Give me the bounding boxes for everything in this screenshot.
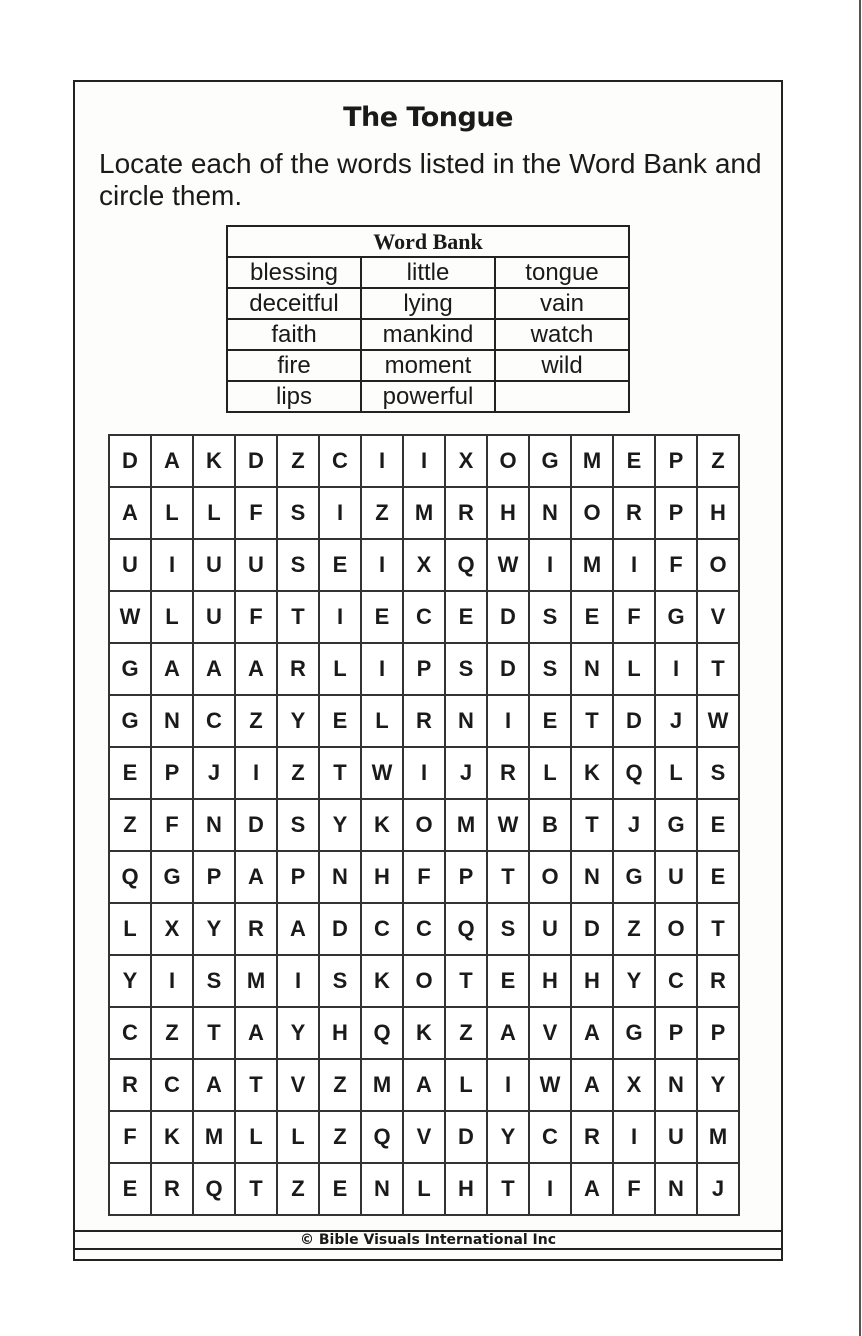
grid-cell[interactable]: U [529, 903, 571, 955]
grid-cell[interactable]: J [193, 747, 235, 799]
word-bank-word: deceitful [227, 288, 361, 319]
grid-cell[interactable]: R [109, 1059, 151, 1111]
grid-cell[interactable]: J [655, 695, 697, 747]
grid-cell[interactable]: L [655, 747, 697, 799]
grid-cell[interactable]: D [109, 435, 151, 487]
grid-cell[interactable]: A [235, 643, 277, 695]
grid-cell[interactable]: T [571, 695, 613, 747]
grid-cell[interactable]: G [613, 851, 655, 903]
grid-cell[interactable]: D [235, 799, 277, 851]
grid-cell[interactable]: P [193, 851, 235, 903]
grid-cell[interactable]: L [277, 1111, 319, 1163]
grid-cell[interactable]: K [361, 799, 403, 851]
grid-cell[interactable]: Z [697, 435, 739, 487]
grid-cell[interactable]: M [697, 1111, 739, 1163]
grid-cell[interactable]: N [361, 1163, 403, 1215]
grid-cell[interactable]: L [529, 747, 571, 799]
grid-cell[interactable]: P [655, 1007, 697, 1059]
grid-cell[interactable]: S [319, 955, 361, 1007]
grid-cell[interactable]: I [151, 955, 193, 1007]
word-bank-heading: Word Bank [227, 226, 629, 257]
grid-cell[interactable]: E [487, 955, 529, 1007]
grid-cell[interactable]: O [571, 487, 613, 539]
grid-cell[interactable]: A [193, 643, 235, 695]
grid-cell[interactable]: K [403, 1007, 445, 1059]
grid-cell[interactable]: Z [319, 1059, 361, 1111]
grid-cell[interactable]: D [571, 903, 613, 955]
grid-cell[interactable]: V [403, 1111, 445, 1163]
grid-cell[interactable]: Z [151, 1007, 193, 1059]
word-bank-word: faith [227, 319, 361, 350]
grid-cell[interactable]: F [235, 487, 277, 539]
grid-cell[interactable]: K [361, 955, 403, 1007]
word-bank-word: lips [227, 381, 361, 412]
word-bank-row [227, 288, 629, 319]
grid-cell[interactable]: T [571, 799, 613, 851]
grid-cell[interactable]: O [655, 903, 697, 955]
grid-row [109, 799, 739, 851]
grid-cell[interactable]: O [529, 851, 571, 903]
grid-cell[interactable]: R [235, 903, 277, 955]
grid-cell[interactable]: Z [445, 1007, 487, 1059]
grid-cell[interactable]: Y [277, 695, 319, 747]
grid-cell[interactable]: A [193, 1059, 235, 1111]
grid-cell[interactable]: E [445, 591, 487, 643]
grid-cell[interactable]: R [445, 487, 487, 539]
grid-cell[interactable]: Z [361, 487, 403, 539]
grid-cell[interactable]: N [571, 851, 613, 903]
grid-cell[interactable]: M [445, 799, 487, 851]
grid-cell[interactable]: P [151, 747, 193, 799]
grid-cell[interactable]: V [529, 1007, 571, 1059]
worksheet-title: The Tongue [343, 102, 513, 133]
grid-cell[interactable]: D [613, 695, 655, 747]
grid-cell[interactable]: W [487, 539, 529, 591]
grid-row [109, 591, 739, 643]
grid-cell[interactable]: O [403, 799, 445, 851]
grid-cell[interactable]: L [403, 1163, 445, 1215]
word-bank-row [227, 381, 629, 412]
grid-cell[interactable]: D [487, 591, 529, 643]
grid-cell[interactable]: X [445, 435, 487, 487]
grid-cell[interactable]: E [319, 539, 361, 591]
grid-cell[interactable]: A [151, 643, 193, 695]
grid-cell[interactable]: T [235, 1163, 277, 1215]
grid-cell[interactable]: I [361, 643, 403, 695]
grid-cell[interactable]: T [235, 1059, 277, 1111]
grid-cell[interactable]: L [361, 695, 403, 747]
grid-cell[interactable]: S [529, 591, 571, 643]
grid-cell[interactable]: I [319, 487, 361, 539]
grid-row [109, 1007, 739, 1059]
word-bank-word: blessing [227, 257, 361, 288]
word-bank-word: mankind [361, 319, 495, 350]
grid-cell[interactable]: H [445, 1163, 487, 1215]
grid-cell[interactable]: I [277, 955, 319, 1007]
grid-cell[interactable]: S [277, 799, 319, 851]
instructions: Locate each of the words listed in the Word Bank and circle them. [99, 148, 762, 211]
grid-cell[interactable]: Y [487, 1111, 529, 1163]
word-bank-word: little [361, 257, 495, 288]
worksheet-frame [73, 80, 783, 1261]
grid-cell[interactable]: J [613, 799, 655, 851]
grid-cell[interactable]: C [529, 1111, 571, 1163]
grid-cell[interactable]: F [655, 539, 697, 591]
grid-cell[interactable]: C [655, 955, 697, 1007]
grid-cell[interactable]: Y [319, 799, 361, 851]
grid-cell[interactable]: M [571, 435, 613, 487]
grid-cell[interactable]: Y [613, 955, 655, 1007]
word-bank-word: fire [227, 350, 361, 381]
grid-cell[interactable]: P [277, 851, 319, 903]
grid-cell[interactable]: H [487, 487, 529, 539]
grid-cell[interactable]: E [109, 747, 151, 799]
grid-cell[interactable]: O [487, 435, 529, 487]
grid-cell[interactable]: Z [277, 1163, 319, 1215]
grid-cell[interactable]: W [697, 695, 739, 747]
grid-cell[interactable]: Q [445, 539, 487, 591]
word-bank-row [227, 350, 629, 381]
grid-cell[interactable]: S [529, 643, 571, 695]
grid-cell[interactable]: N [319, 851, 361, 903]
grid-cell[interactable]: L [613, 643, 655, 695]
grid-cell[interactable]: N [655, 1163, 697, 1215]
grid-cell[interactable]: Z [109, 799, 151, 851]
grid-cell[interactable]: Y [109, 955, 151, 1007]
grid-cell[interactable]: M [193, 1111, 235, 1163]
grid-cell[interactable]: G [109, 695, 151, 747]
grid-row [109, 435, 739, 487]
grid-cell[interactable]: F [109, 1111, 151, 1163]
grid-cell[interactable]: I [613, 539, 655, 591]
word-bank-word: wild [495, 350, 629, 381]
grid-cell[interactable]: K [571, 747, 613, 799]
grid-cell[interactable]: P [445, 851, 487, 903]
grid-cell[interactable]: A [235, 1007, 277, 1059]
page-edge-rule [859, 0, 861, 1336]
grid-cell[interactable]: S [445, 643, 487, 695]
grid-cell[interactable]: L [319, 643, 361, 695]
grid-row [109, 955, 739, 1007]
word-bank-row [227, 319, 629, 350]
grid-cell[interactable]: I [529, 539, 571, 591]
grid-cell[interactable]: L [109, 903, 151, 955]
grid-cell[interactable]: T [193, 1007, 235, 1059]
grid-cell[interactable]: E [319, 695, 361, 747]
grid-cell[interactable]: G [529, 435, 571, 487]
grid-cell[interactable]: I [529, 1163, 571, 1215]
word-bank-word: lying [361, 288, 495, 319]
word-bank-word: moment [361, 350, 495, 381]
grid-cell[interactable]: I [403, 747, 445, 799]
grid-cell[interactable]: E [529, 695, 571, 747]
grid-cell[interactable]: F [151, 799, 193, 851]
grid-cell[interactable]: P [403, 643, 445, 695]
grid-cell[interactable]: F [613, 591, 655, 643]
grid-cell[interactable]: F [403, 851, 445, 903]
grid-cell[interactable]: T [487, 1163, 529, 1215]
grid-cell[interactable]: N [445, 695, 487, 747]
grid-cell[interactable]: U [655, 851, 697, 903]
grid-cell[interactable]: E [571, 591, 613, 643]
grid-cell[interactable]: Y [193, 903, 235, 955]
grid-row [109, 695, 739, 747]
grid-row [109, 747, 739, 799]
grid-cell[interactable]: S [697, 747, 739, 799]
grid-cell[interactable]: Y [277, 1007, 319, 1059]
grid-cell[interactable]: A [487, 1007, 529, 1059]
grid-cell[interactable]: I [235, 747, 277, 799]
grid-cell[interactable]: B [529, 799, 571, 851]
grid-cell[interactable]: X [151, 903, 193, 955]
grid-cell[interactable]: C [319, 435, 361, 487]
grid-cell[interactable]: P [655, 487, 697, 539]
word-bank-row [227, 257, 629, 288]
grid-cell[interactable]: T [277, 591, 319, 643]
grid-cell[interactable]: E [109, 1163, 151, 1215]
grid-cell[interactable]: P [655, 435, 697, 487]
grid-cell[interactable]: I [403, 435, 445, 487]
grid-cell[interactable]: G [655, 799, 697, 851]
grid-row [109, 539, 739, 591]
grid-cell[interactable]: D [319, 903, 361, 955]
grid-cell[interactable]: H [697, 487, 739, 539]
grid-cell[interactable]: I [361, 435, 403, 487]
grid-cell[interactable]: E [697, 851, 739, 903]
grid-cell[interactable]: I [487, 1059, 529, 1111]
grid-cell[interactable]: Z [319, 1111, 361, 1163]
grid-cell[interactable]: H [529, 955, 571, 1007]
grid-cell[interactable]: L [193, 487, 235, 539]
grid-cell[interactable]: R [613, 487, 655, 539]
grid-cell[interactable]: A [235, 851, 277, 903]
grid-cell[interactable]: E [361, 591, 403, 643]
grid-cell[interactable]: S [487, 903, 529, 955]
grid-cell[interactable]: D [235, 435, 277, 487]
grid-cell[interactable]: A [151, 435, 193, 487]
grid-cell[interactable]: Q [361, 1007, 403, 1059]
grid-cell[interactable]: Q [193, 1163, 235, 1215]
grid-cell[interactable]: U [193, 591, 235, 643]
grid-cell[interactable]: C [151, 1059, 193, 1111]
grid-cell[interactable]: N [193, 799, 235, 851]
word-bank-word: vain [495, 288, 629, 319]
grid-row [109, 1059, 739, 1111]
grid-cell[interactable]: L [235, 1111, 277, 1163]
grid-cell[interactable]: W [529, 1059, 571, 1111]
grid-cell[interactable]: G [151, 851, 193, 903]
word-search-grid [108, 434, 740, 1216]
grid-cell[interactable]: M [571, 539, 613, 591]
grid-cell[interactable]: A [571, 1059, 613, 1111]
grid-cell[interactable]: L [151, 591, 193, 643]
grid-cell[interactable]: K [151, 1111, 193, 1163]
grid-row [109, 487, 739, 539]
grid-cell[interactable]: D [487, 643, 529, 695]
grid-row [109, 851, 739, 903]
grid-cell[interactable]: O [403, 955, 445, 1007]
grid-cell[interactable]: R [571, 1111, 613, 1163]
grid-cell[interactable]: N [571, 643, 613, 695]
grid-cell[interactable]: C [109, 1007, 151, 1059]
grid-cell[interactable]: U [655, 1111, 697, 1163]
grid-cell[interactable]: J [697, 1163, 739, 1215]
grid-cell[interactable]: S [277, 539, 319, 591]
grid-cell[interactable]: R [277, 643, 319, 695]
grid-cell[interactable]: K [193, 435, 235, 487]
grid-cell[interactable]: S [193, 955, 235, 1007]
grid-cell[interactable]: O [697, 539, 739, 591]
grid-cell[interactable]: N [655, 1059, 697, 1111]
grid-cell[interactable]: W [361, 747, 403, 799]
grid-cell[interactable]: Z [235, 695, 277, 747]
grid-cell[interactable]: M [403, 487, 445, 539]
grid-cell[interactable]: I [487, 695, 529, 747]
grid-cell[interactable]: J [445, 747, 487, 799]
grid-cell[interactable]: A [571, 1007, 613, 1059]
grid-cell[interactable]: M [361, 1059, 403, 1111]
grid-row [109, 643, 739, 695]
grid-cell[interactable]: I [361, 539, 403, 591]
grid-cell[interactable]: E [613, 435, 655, 487]
grid-cell[interactable]: Q [613, 747, 655, 799]
grid-cell[interactable]: H [571, 955, 613, 1007]
grid-cell[interactable]: G [613, 1007, 655, 1059]
grid-cell[interactable]: N [151, 695, 193, 747]
grid-cell[interactable]: C [361, 903, 403, 955]
grid-cell[interactable]: T [697, 643, 739, 695]
grid-cell[interactable]: V [277, 1059, 319, 1111]
grid-cell[interactable]: G [109, 643, 151, 695]
grid-cell[interactable]: L [151, 487, 193, 539]
copyright-footer: © Bible Visuals International Inc [75, 1230, 781, 1250]
grid-cell[interactable]: I [319, 591, 361, 643]
grid-cell[interactable]: A [277, 903, 319, 955]
grid-cell[interactable]: C [193, 695, 235, 747]
grid-cell[interactable]: Z [613, 903, 655, 955]
grid-cell[interactable]: S [277, 487, 319, 539]
grid-cell[interactable]: A [571, 1163, 613, 1215]
grid-cell[interactable]: C [403, 591, 445, 643]
grid-cell[interactable]: P [697, 1007, 739, 1059]
word-bank [226, 225, 630, 413]
grid-cell[interactable]: T [487, 851, 529, 903]
word-bank-word: watch [495, 319, 629, 350]
grid-cell[interactable]: F [235, 591, 277, 643]
grid-cell[interactable]: G [655, 591, 697, 643]
grid-cell[interactable]: U [235, 539, 277, 591]
grid-cell[interactable]: U [193, 539, 235, 591]
grid-cell[interactable]: F [613, 1163, 655, 1215]
word-bank-body [227, 257, 629, 412]
grid-cell[interactable]: W [487, 799, 529, 851]
grid-cell[interactable]: R [151, 1163, 193, 1215]
grid-cell[interactable]: U [109, 539, 151, 591]
grid-cell[interactable]: E [319, 1163, 361, 1215]
grid-cell[interactable]: Z [277, 747, 319, 799]
word-bank-word: powerful [361, 381, 495, 412]
grid-cell[interactable]: L [445, 1059, 487, 1111]
grid-cell[interactable]: C [403, 903, 445, 955]
grid-cell[interactable]: E [697, 799, 739, 851]
grid-cell[interactable]: H [361, 851, 403, 903]
grid-cell[interactable]: I [655, 643, 697, 695]
grid-row [109, 1111, 739, 1163]
grid-cell[interactable]: M [235, 955, 277, 1007]
grid-cell[interactable]: R [697, 955, 739, 1007]
word-bank-word: tongue [495, 257, 629, 288]
grid-cell[interactable]: I [613, 1111, 655, 1163]
grid-cell[interactable]: A [403, 1059, 445, 1111]
grid-cell[interactable]: I [151, 539, 193, 591]
grid-row [109, 1163, 739, 1215]
grid-row [109, 903, 739, 955]
grid-cell[interactable]: X [403, 539, 445, 591]
grid-cell[interactable]: Q [109, 851, 151, 903]
grid-cell[interactable]: R [403, 695, 445, 747]
grid-cell[interactable]: H [319, 1007, 361, 1059]
grid-cell[interactable]: Y [697, 1059, 739, 1111]
word-bank-word [495, 381, 629, 412]
grid-cell[interactable]: R [487, 747, 529, 799]
grid-cell[interactable]: Q [361, 1111, 403, 1163]
grid-cell[interactable]: A [109, 487, 151, 539]
grid-cell[interactable]: V [697, 591, 739, 643]
grid-cell[interactable]: D [445, 1111, 487, 1163]
grid-cell[interactable]: Z [277, 435, 319, 487]
grid-cell[interactable]: T [445, 955, 487, 1007]
grid-cell[interactable]: N [529, 487, 571, 539]
grid-cell[interactable]: Q [445, 903, 487, 955]
grid-cell[interactable]: W [109, 591, 151, 643]
grid-cell[interactable]: X [613, 1059, 655, 1111]
grid-cell[interactable]: T [319, 747, 361, 799]
grid-cell[interactable]: T [697, 903, 739, 955]
